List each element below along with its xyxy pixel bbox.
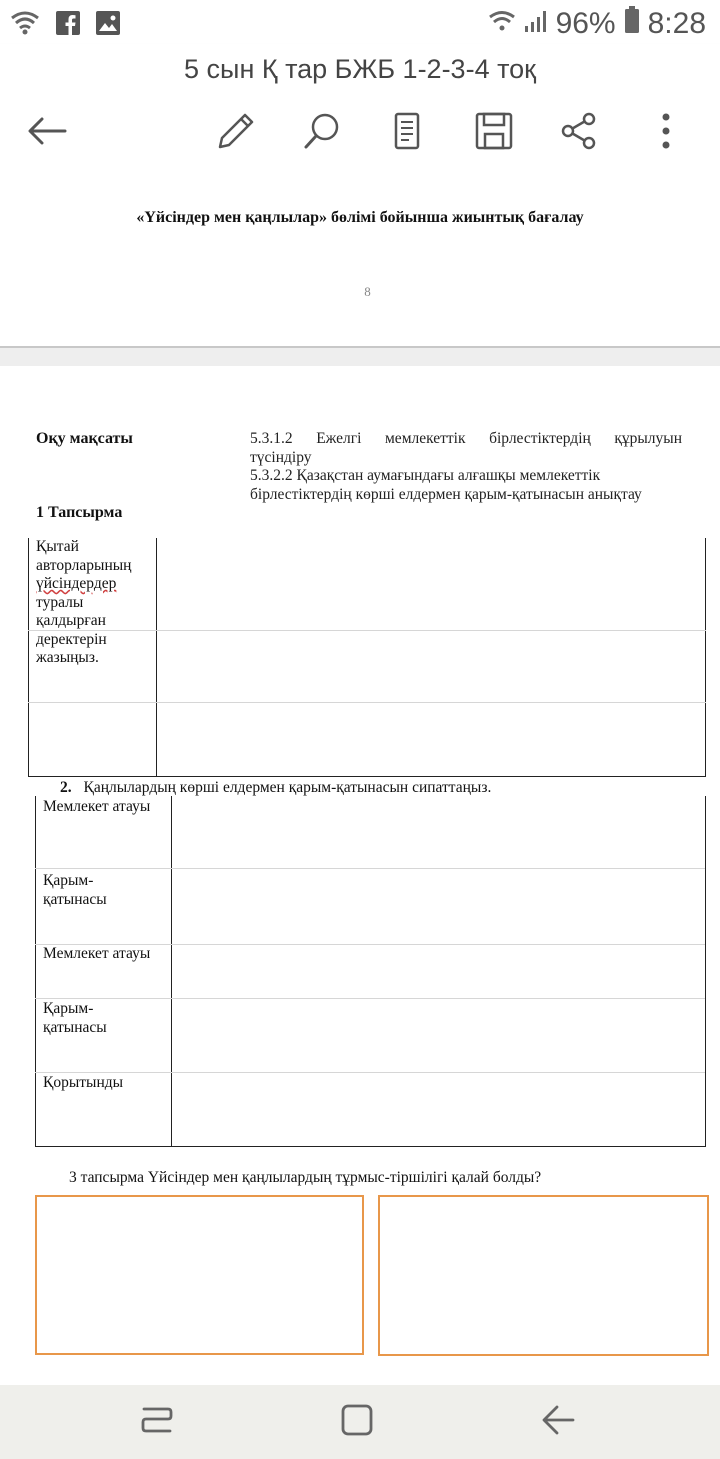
nav-back-button[interactable] xyxy=(535,1399,581,1445)
goal-2-line2: бірлестіктердің көрші елдермен қарым-қатынасын анықтау xyxy=(250,485,642,503)
search-button[interactable] xyxy=(299,110,345,156)
task2-text: Қаңлылардың көрші елдермен қарым-қатынасын сипаттаңыз. xyxy=(83,779,492,796)
task2-heading xyxy=(60,779,491,797)
home-icon xyxy=(340,1403,374,1442)
share-button[interactable] xyxy=(556,110,602,156)
facebook-icon xyxy=(56,11,80,40)
back-arrow-icon xyxy=(27,116,67,151)
answer-box-right xyxy=(378,1195,709,1356)
task2-number: 2. xyxy=(60,779,72,796)
share-icon xyxy=(560,112,598,155)
page-number: 8 xyxy=(364,284,371,299)
image-icon xyxy=(96,11,120,40)
goal-1-line1: 5.3.1.2 Ежелгі мемлекеттік бірлестіктердің құрылуын xyxy=(250,430,682,447)
goal-label: Оқу мақсаты xyxy=(36,430,133,447)
view-mode-button[interactable] xyxy=(384,110,430,156)
more-vert-icon xyxy=(661,113,671,154)
battery-icon xyxy=(624,6,640,42)
navigation-bar xyxy=(0,1385,720,1459)
recent-apps-button[interactable] xyxy=(134,1399,180,1445)
row-relations-1: Қарым- қатынасы xyxy=(43,872,107,908)
goal-2-line1: 5.3.2.2 Қазақстан аумағындағы алғашқы мемлекеттік xyxy=(250,467,601,484)
document-page-1 xyxy=(0,182,720,346)
task1-cell: Қытай авторларының үйсіндердер туралы қалдырған деректерін жазыңыз. xyxy=(36,538,132,666)
home-button[interactable] xyxy=(334,1399,380,1445)
clock: 8:28 xyxy=(647,7,706,40)
row-state-name-1: Мемлекет атауы xyxy=(43,798,151,815)
task1-label: 1 Тапсырма xyxy=(36,504,123,521)
document-title: 5 сын Қ тар БЖБ 1-2-3-4 тоқ xyxy=(184,54,536,84)
pencil-icon xyxy=(217,112,255,155)
save-icon xyxy=(475,112,513,155)
back-button[interactable] xyxy=(24,110,70,156)
search-icon xyxy=(303,112,341,155)
document-icon xyxy=(393,112,421,155)
signal-icon xyxy=(524,7,548,41)
page-separator xyxy=(0,346,720,368)
wifi-icon xyxy=(488,7,516,41)
recent-apps-icon xyxy=(140,1403,174,1442)
document-page-2 xyxy=(0,366,720,1386)
task3-text: 3 тапсырма Үйсіндер мен қаңлылардың тұрмыс-тіршілігі қалай болды? xyxy=(69,1169,542,1186)
edit-button[interactable] xyxy=(213,110,259,156)
row-relations-2: Қарым- қатынасы xyxy=(43,1000,107,1036)
row-conclusion: Қорытынды xyxy=(43,1074,124,1091)
save-button[interactable] xyxy=(471,110,517,156)
back-icon xyxy=(541,1403,575,1442)
goal-1-line2: түсіндіру xyxy=(250,448,312,466)
more-button[interactable] xyxy=(643,110,689,156)
row-state-name-2: Мемлекет атауы xyxy=(43,945,151,962)
app-bar xyxy=(0,44,720,182)
wifi-icon xyxy=(10,10,40,41)
battery-percent: 96% xyxy=(555,7,616,40)
status-bar xyxy=(0,0,720,50)
section-title: «Үйсіндер мен қаңлылар» бөлімі бойынша жиынтық бағалау xyxy=(136,209,584,226)
learning-goals xyxy=(250,430,682,504)
answer-box-left xyxy=(35,1195,364,1355)
